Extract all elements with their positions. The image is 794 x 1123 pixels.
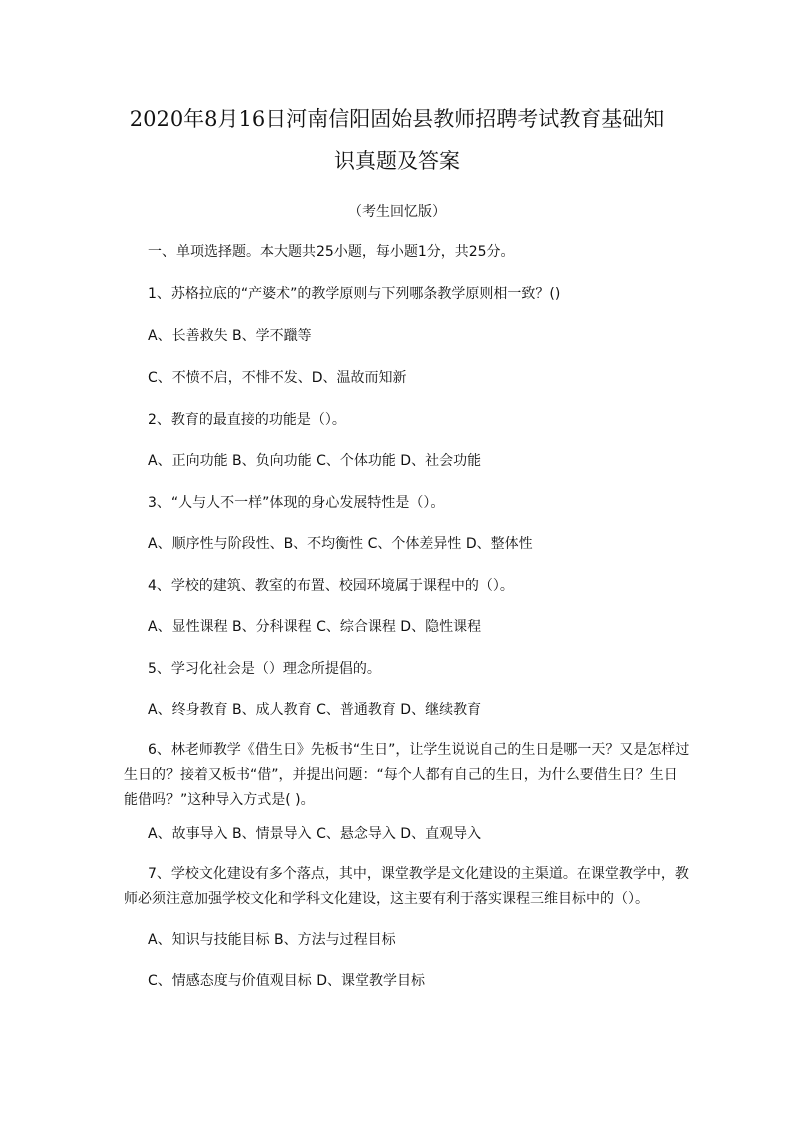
page-title-line-1: 2020年8月16日河南信阳固始县教师招聘考试教育基础知 [129, 107, 665, 131]
question-1-options-line-1: A、长善救失 B、学不躐等 [148, 328, 312, 344]
question-6-stem [124, 738, 690, 813]
question-4-options: A、显性课程 B、分科课程 C、综合课程 D、隐性课程 [148, 619, 482, 635]
question-7-options-line-2: C、情感态度与价值观目标 D、课堂教学目标 [148, 973, 426, 989]
question-7-stem-text: 7、学校文化建设有多个落点，其中，课堂教学是文化建设的主渠道。在课堂教学中，教师必须注意加强学校文化和学科文化建设，这主要有利于落实课程三维目标中的（）。 [124, 866, 689, 907]
question-1-stem: 1、苏格拉底的“产婆术”的教学原则与下列哪条教学原则相一致？() [148, 286, 561, 302]
question-7-stem [124, 862, 690, 912]
page-subtitle: （考生回忆版） [348, 204, 446, 220]
question-5-stem: 5、学习化社会是（）理念所提倡的。 [148, 661, 381, 677]
question-5-options: A、终身教育 B、成人教育 C、普通教育 D、继续教育 [148, 702, 482, 718]
question-6-options: A、故事导入 B、情景导入 C、悬念导入 D、直观导入 [148, 826, 482, 842]
question-2-options: A、正向功能 B、负向功能 C、个体功能 D、社会功能 [148, 453, 482, 469]
question-1-options-line-2: C、不愤不启，不悱不发、D、温故而知新 [148, 370, 407, 386]
question-4-stem: 4、学校的建筑、教室的布置、校园环境属于课程中的（）。 [148, 578, 514, 594]
question-3-options: A、顺序性与阶段性、B、不均衡性 C、个体差异性 D、整体性 [148, 536, 533, 552]
section-heading: 一、单项选择题。本大题共25小题，每小题1分，共25分。 [148, 244, 515, 260]
question-2-stem: 2、教育的最直接的功能是（）。 [148, 412, 346, 428]
question-3-stem: 3、“人与人不一样”体现的身心发展特性是（）。 [148, 495, 445, 511]
question-6-stem-text: 6、林老师教学《借生日》先板书“生日”，让学生说说自己的生日是哪一天？又是怎样过生日的？接着又板书“借”，并提出问题：“每个人都有自己的生日，为什么要借生日？生日能借吗？”这种导入方式是( )。 [124, 742, 690, 808]
page-title-line-2: 识真题及答案 [334, 149, 460, 173]
question-7-options-line-1: A、知识与技能目标 B、方法与过程目标 [148, 932, 396, 948]
